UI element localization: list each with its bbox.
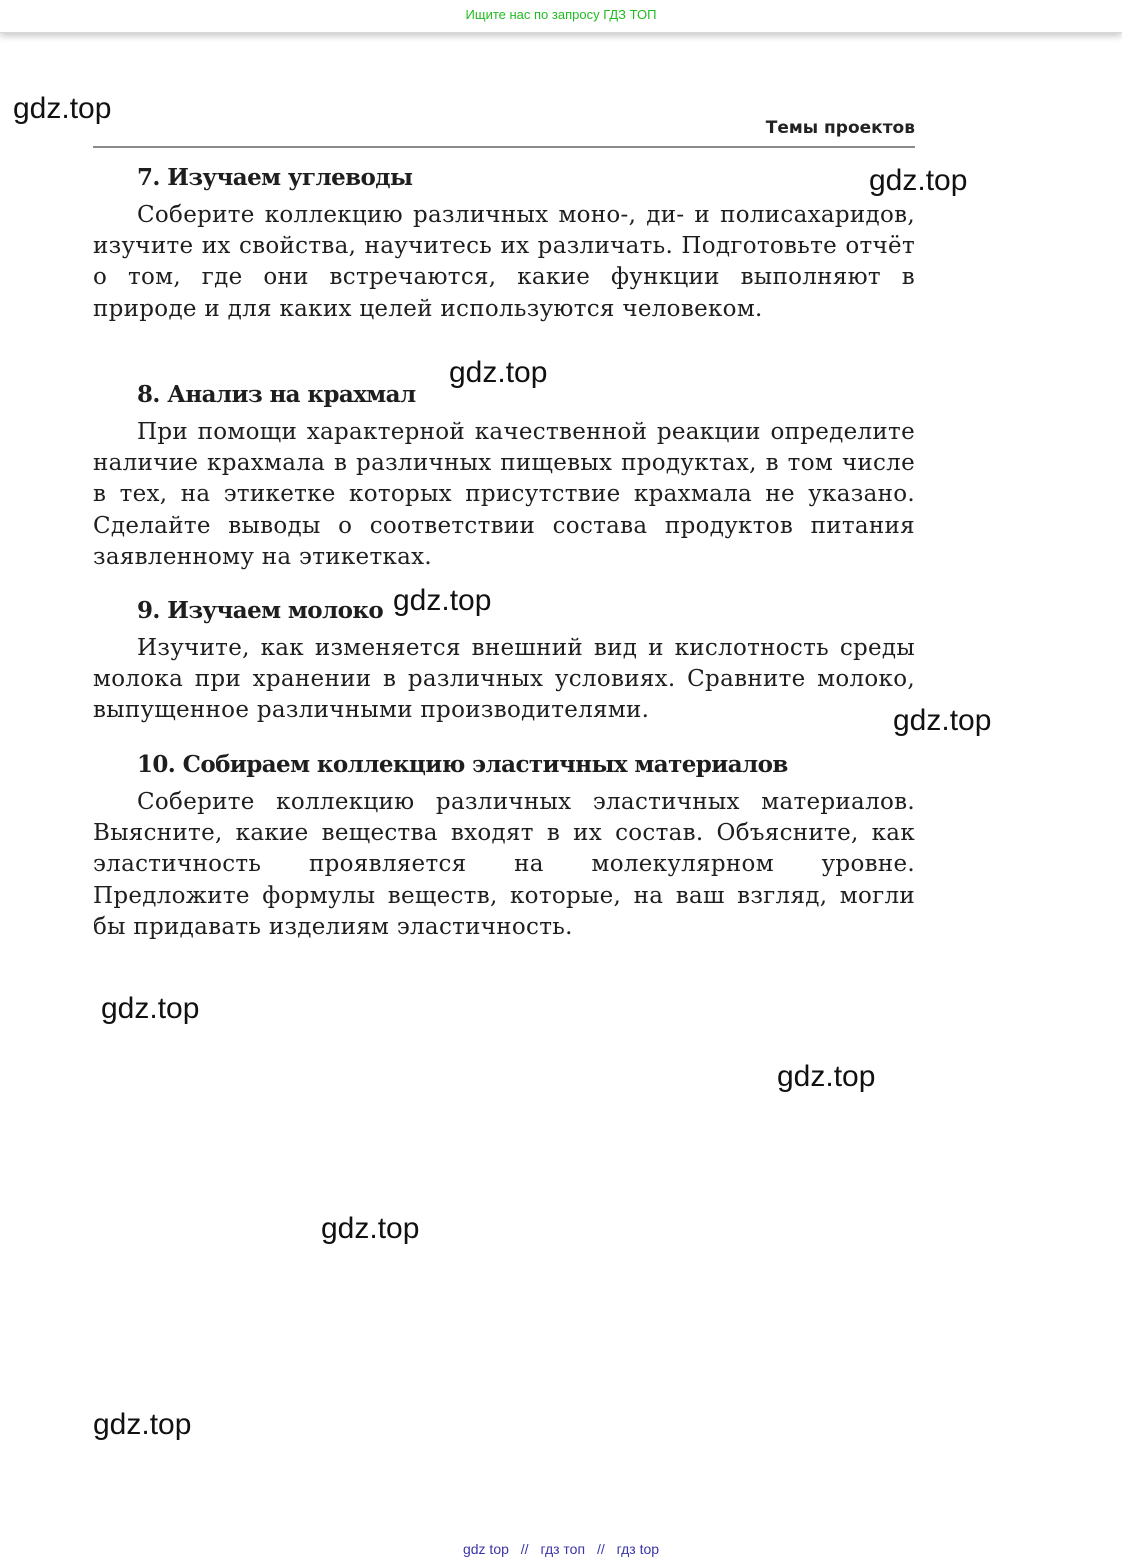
footer-link-2[interactable]: гдз топ — [540, 1541, 586, 1557]
section-10 — [93, 747, 915, 943]
section-title: 10. Собираем коллекцию эластичных материалов — [137, 751, 788, 778]
watermark: gdz.top — [101, 992, 200, 1025]
footer-separator: // — [520, 1541, 529, 1557]
watermark: gdz.top — [321, 1212, 420, 1245]
watermark: gdz.top — [393, 584, 492, 617]
section-text: При помощи характерной качественной реакции определите наличие крахмала в различных пищевых продуктах, в том числе в тех, на этикетке которых присутствие крахмала не указано. Сделайте выводы о соответствии состава продуктов питания заявленному на этикетках. — [93, 419, 915, 570]
footer-link-1[interactable]: gdz top — [462, 1541, 509, 1557]
section-title: 7. Изучаем углеводы — [137, 164, 413, 191]
section-7 — [93, 160, 915, 325]
header-rule — [93, 146, 915, 148]
section-text: Соберите коллекцию различных моно-, ди- и полисахаридов, изучите их свойства, научитесь их различать. Подготовьте отчёт о том, где они встречаются, какие функции выполняют в природе и для каких целей используются человеком. — [93, 202, 915, 322]
section-text: Изучите, как изменяется внешний вид и кислотность среды молока при хранении в различных условиях. Сравните молоко, выпущенное различными производителями. — [93, 635, 915, 724]
footer-separator: // — [596, 1541, 605, 1557]
section-title: 8. Анализ на крахмал — [137, 381, 416, 408]
footer — [0, 1541, 1122, 1557]
footer-link-3[interactable]: гдз top — [616, 1541, 660, 1557]
section-text: Соберите коллекцию различных эластичных материалов. Выясните, какие вещества входят в их состав. Объясните, как эластичность проявляется на молекулярном уровне. Предложите формулы веществ, которые, на ваш взгляд, могли бы придавать изделиям эластичность. — [93, 789, 915, 940]
watermark: gdz.top — [13, 92, 112, 125]
running-head: Темы проектов — [765, 118, 915, 138]
watermark: gdz.top — [777, 1060, 876, 1093]
section-title: 9. Изучаем молоко — [137, 597, 384, 624]
watermark: gdz.top — [93, 1408, 192, 1441]
watermark: gdz.top — [893, 704, 992, 737]
watermark: gdz.top — [869, 164, 968, 197]
section-9 — [93, 593, 915, 727]
section-8 — [93, 377, 915, 573]
top-banner — [0, 0, 1122, 33]
watermark: gdz.top — [449, 356, 548, 389]
banner-text: Ищите нас по запросу ГДЗ ТОП — [465, 7, 657, 22]
